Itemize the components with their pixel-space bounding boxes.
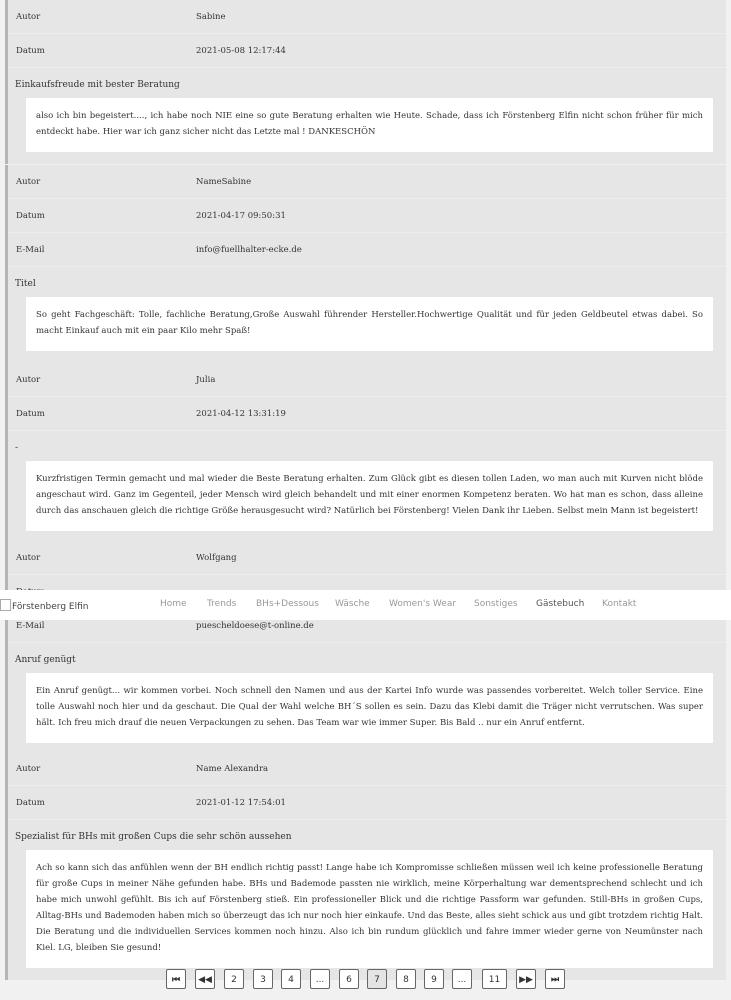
author-row: [8, 165, 726, 199]
entry-message: Ein Anruf genügt... wir kommen vorbei. Noch schnell den Namen und aus der Kartei Info wurde was passendes vorbereitet. Welch toller Service. Eine tolle Auswahl noch hier und da geschaut. Die Qual der Wahl welche BH´S sollen es sein. Dazu das Klebi damit die Träger nicht verrutschen. Was super hält. Ich freu mich drauf die neuen Verpackungen zu sehen. Das Team war wie immer Super. Bis Bald .. nur ein Anruf entfernt.: [26, 673, 713, 743]
nav-item-bhs-dessous[interactable]: BHs+Dessous: [256, 599, 319, 609]
email-value: puescheldoese@t-online.de: [196, 621, 314, 631]
main-navbar: [0, 590, 731, 620]
next-page-button[interactable]: ▶▶: [516, 969, 536, 989]
guestbook-entry: [5, 165, 726, 363]
email-row: [8, 233, 726, 267]
nav-item-kontakt[interactable]: Kontakt: [602, 599, 637, 609]
pagination: [0, 969, 731, 993]
guestbook-entry: [5, 541, 726, 755]
email-value: info@fuellhalter-ecke.de: [196, 245, 302, 255]
date-value: 2021-01-12 17:54:01: [196, 798, 286, 808]
entry-message: So geht Fachgeschäft: Tolle, fachliche Beratung,Große Auswahl führender Hersteller.Hochwertige Qualität und für jeden Geldbeutel etwas dabei. So macht Einkauf auch mit ein paar Kilo mehr Spaß!: [26, 297, 713, 351]
author-label: Autor: [16, 177, 41, 187]
author-value: Wolfgang: [196, 553, 237, 563]
author-label: Autor: [16, 764, 41, 774]
date-value: 2021-04-12 13:31:19: [196, 409, 286, 419]
nav-item-sonstiges[interactable]: Sonstiges: [474, 599, 518, 609]
prev-page-button[interactable]: ◀◀: [195, 969, 215, 989]
date-label: Datum: [16, 46, 45, 56]
nav-item-womens-wear[interactable]: Women's Wear: [389, 599, 457, 609]
date-label: Datum: [16, 409, 45, 419]
author-value: NameSabine: [196, 177, 252, 187]
entry-title: Anruf genügt: [15, 655, 76, 665]
nav-item-trends[interactable]: Trends: [207, 599, 237, 609]
first-page-button[interactable]: ⏮: [166, 969, 186, 989]
date-row: [8, 397, 726, 431]
entry-title: Titel: [15, 279, 36, 289]
guestbook-entry: [5, 752, 726, 980]
page-button[interactable]: 11: [482, 969, 507, 989]
entry-title: -: [15, 443, 19, 453]
page-button[interactable]: 8: [396, 969, 416, 989]
nav-item-waesche[interactable]: Wäsche: [335, 599, 370, 609]
author-value: Name Alexandra: [196, 764, 269, 774]
site-logo[interactable]: [0, 599, 88, 612]
date-row: [8, 34, 726, 68]
author-row: [8, 363, 726, 397]
guestbook-entry: [5, 363, 726, 543]
nav-item-home[interactable]: Home: [160, 599, 187, 609]
entry-message: Kurzfristigen Termin gemacht und mal wieder die Beste Beratung erhalten. Zum Glück gibt es diesen tollen Laden, wo man auch mit Kurven nicht blöde angeschaut wird. Ganz im Gegenteil, jeder Mensch wird gleich behandelt und mit einer enormen Kompetenz beraten. Wo hat man es schon, dass alleine durch das anschauen gleich die richtige Größe herausgesucht wird? Natürlich bei Förstenberg! Vielen Dank ihr Lieben. Selbst mein Mann ist begeistert!: [26, 461, 713, 531]
page-button[interactable]: 4: [281, 969, 301, 989]
date-row: [8, 786, 726, 820]
guestbook-entry: [5, 0, 726, 164]
entry-title: Einkaufsfreude mit bester Beratung: [15, 80, 180, 90]
email-label: E-Mail: [16, 621, 45, 631]
date-row: [8, 199, 726, 233]
author-row: [8, 752, 726, 786]
author-value: Julia: [196, 375, 216, 385]
broken-image-icon: [0, 599, 11, 611]
page-button[interactable]: 9: [424, 969, 444, 989]
current-page-button[interactable]: 7: [367, 969, 387, 989]
author-row: [8, 0, 726, 34]
page-button[interactable]: 3: [253, 969, 273, 989]
date-label: Datum: [16, 211, 45, 221]
author-label: Autor: [16, 375, 41, 385]
date-value: 2021-04-17 09:50:31: [196, 211, 286, 221]
email-label: E-Mail: [16, 245, 45, 255]
entry-title: Spezialist für BHs mit großen Cups die sehr schön aussehen: [15, 832, 292, 842]
last-page-button[interactable]: ⏭: [545, 969, 565, 989]
author-value: Sabine: [196, 12, 226, 22]
ellipsis: ...: [310, 969, 330, 989]
ellipsis: ...: [452, 969, 472, 989]
page-button[interactable]: 2: [224, 969, 244, 989]
author-label: Autor: [16, 12, 41, 22]
nav-item-gaestebuch[interactable]: Gästebuch: [536, 599, 585, 609]
entry-message: Ach so kann sich das anfühlen wenn der BH endlich richtig passt! Lange habe ich Kompromisse schließen müssen weil ich keine professionelle Beratung für große Cups in meiner Nähe gefunden habe. BHs und Bademode passten nie wirklich, meine Körperhaltung war dementsprechend schlecht und ich habe mich unwohl gefühlt. Bis ich auf Förstenberg stieß. Ein professioneller Blick und die richtige Passform war gefunden. Still-BHs in großen Cups, Alltag-BHs und Bademoden haben mich so überzeugt das ich nur noch hier einkaufe. Und das Beste, alles sieht schick aus und gibt trotzdem richtig Halt. Die Beratung und die individuellen Services kommen noch hinzu. Also ich bin rundum glücklich und fahre immer wieder gerne von Neumünster nach Kiel. LG, bleiben Sie gesund!: [26, 850, 713, 968]
page-button[interactable]: 6: [339, 969, 359, 989]
author-row: [8, 541, 726, 575]
entry-message: also ich bin begeistert...., ich habe noch NIE eine so gute Beratung erhalten wie Heute. Schade, dass ich Förstenberg Elfin nicht schon früher für mich entdeckt habe. Hier war ich ganz sicher nicht das Letzte mal ! DANKESCHÖN: [26, 98, 713, 152]
date-label: Datum: [16, 798, 45, 808]
logo-alt-text: Förstenberg Elfin: [12, 602, 89, 612]
date-value: 2021-05-08 12:17:44: [196, 46, 286, 56]
author-label: Autor: [16, 553, 41, 563]
